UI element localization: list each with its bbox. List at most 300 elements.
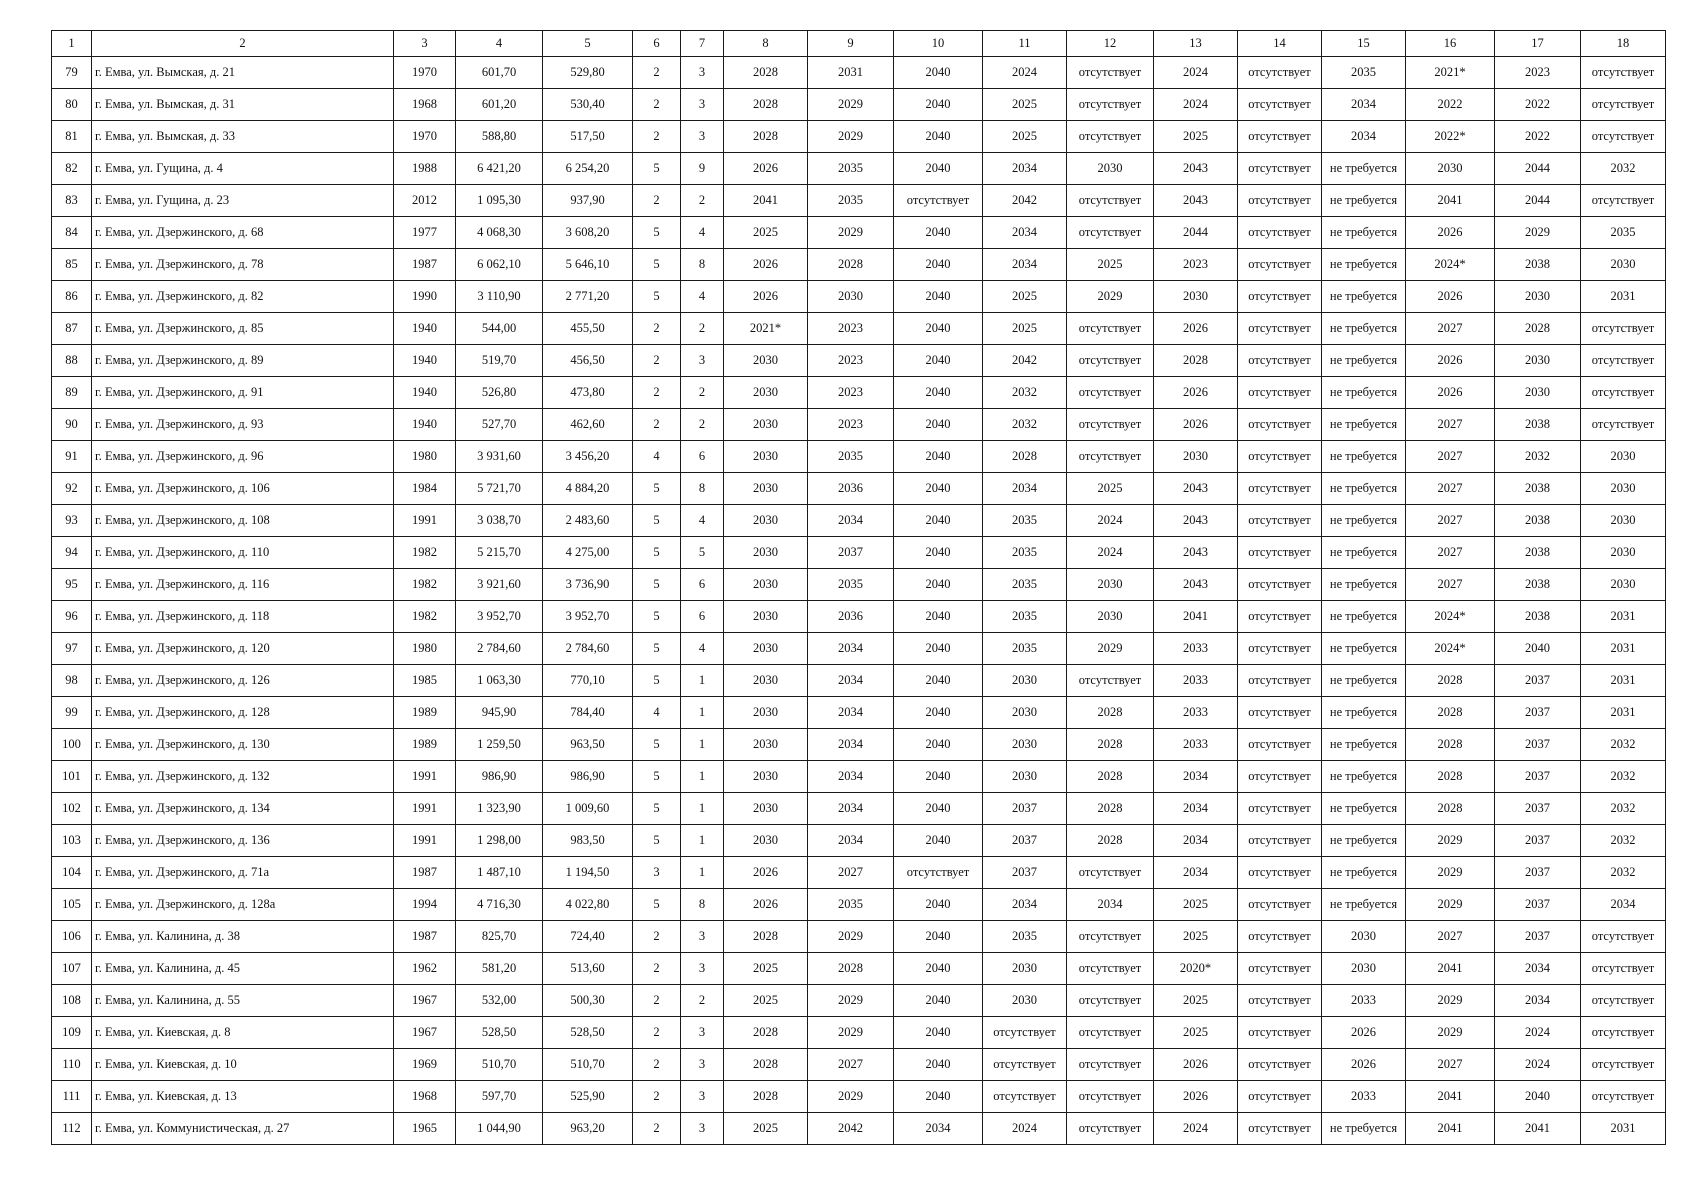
table-cell: 1987 [394,921,456,953]
address-cell: г. Емва, ул. Дзержинского, д. 116 [92,569,394,601]
table-cell: 2030 [1495,281,1581,313]
row-number-cell: 106 [52,921,92,953]
table-cell: 2 [681,185,724,217]
table-cell: 2024 [1154,57,1238,89]
table-cell: отсутствует [983,1049,1067,1081]
row-number-cell: 108 [52,985,92,1017]
table-cell: 2040 [894,153,983,185]
table-cell: 3 [681,89,724,121]
table-cell: отсутствует [1238,633,1322,665]
table-cell: отсутствует [1238,505,1322,537]
table-cell: отсутствует [1067,985,1154,1017]
table-cell: 2040 [1495,633,1581,665]
table-cell: 2024 [983,57,1067,89]
table-cell: 2027 [1406,537,1495,569]
row-number-cell: 91 [52,441,92,473]
table-cell: 528,50 [456,1017,543,1049]
table-cell: отсутствует [894,857,983,889]
table-cell: 1 [681,761,724,793]
table-cell: 2033 [1154,729,1238,761]
table-row [52,825,1666,857]
table-cell: 2028 [1406,761,1495,793]
table-cell: 2040 [894,313,983,345]
table-cell: 2034 [1581,889,1666,921]
address-cell: г. Емва, ул. Дзержинского, д. 126 [92,665,394,697]
table-cell: 2027 [1406,441,1495,473]
table-cell: 2028 [1406,665,1495,697]
table-cell: 2043 [1154,473,1238,505]
table-cell: 6 421,20 [456,153,543,185]
row-number-cell: 105 [52,889,92,921]
table-cell: 2028 [724,1017,808,1049]
table-cell: отсутствует [1238,473,1322,505]
address-cell: г. Емва, ул. Вымская, д. 33 [92,121,394,153]
table-cell: 1 259,50 [456,729,543,761]
table-cell: 2028 [1406,793,1495,825]
table-cell: 2029 [1495,217,1581,249]
table-cell: 4 716,30 [456,889,543,921]
table-cell: 5 [633,633,681,665]
table-cell: 2034 [1322,121,1406,153]
table-cell: 2027 [808,857,894,889]
table-cell: 2033 [1154,665,1238,697]
table-cell: 4 [681,505,724,537]
table-cell: 1969 [394,1049,456,1081]
table-cell: 2 [633,57,681,89]
row-number-cell: 81 [52,121,92,153]
address-cell: г. Емва, ул. Дзержинского, д. 106 [92,473,394,505]
table-cell: 2024* [1406,633,1495,665]
table-cell: 2040 [894,121,983,153]
table-cell: 2030 [1322,921,1406,953]
table-cell: 2037 [808,537,894,569]
address-cell: г. Емва, ул. Дзержинского, д. 91 [92,377,394,409]
table-cell: отсутствует [1067,441,1154,473]
table-cell: 2020* [1154,953,1238,985]
table-cell: 3 038,70 [456,505,543,537]
table-cell: 2 [633,185,681,217]
table-cell: 8 [681,249,724,281]
table-cell: 2040 [894,89,983,121]
table-cell: 2028 [724,121,808,153]
row-number-cell: 99 [52,697,92,729]
table-cell: 2035 [808,441,894,473]
table-row [52,281,1666,313]
table-cell: 473,80 [543,377,633,409]
table-cell: не требуется [1322,377,1406,409]
table-cell: 2034 [1067,889,1154,921]
table-cell: 513,60 [543,953,633,985]
table-cell: 3 931,60 [456,441,543,473]
table-cell: 2026 [1154,409,1238,441]
table-row [52,985,1666,1017]
table-cell: 2031 [1581,633,1666,665]
table-row [52,633,1666,665]
row-number-cell: 112 [52,1113,92,1145]
table-cell: 2025 [1154,1017,1238,1049]
table-cell: 2026 [724,857,808,889]
table-cell: не требуется [1322,441,1406,473]
table-cell: отсутствует [1238,409,1322,441]
table-cell: 3 [633,857,681,889]
table-cell: 2034 [808,761,894,793]
table-cell: 2034 [1154,793,1238,825]
table-cell: 2040 [894,441,983,473]
table-cell: 1 [681,729,724,761]
table-cell: 2037 [1495,697,1581,729]
table-row [52,601,1666,633]
table-cell: 2036 [808,473,894,505]
address-cell: г. Емва, ул. Дзержинского, д. 82 [92,281,394,313]
table-row [52,249,1666,281]
table-cell: 2028 [724,57,808,89]
housing-table [51,30,1666,1145]
table-cell: отсутствует [1067,665,1154,697]
row-number-cell: 95 [52,569,92,601]
table-cell: 2025 [1067,473,1154,505]
table-cell: 2 [633,1113,681,1145]
table-cell: 2033 [1322,1081,1406,1113]
row-number-cell: 82 [52,153,92,185]
table-cell: 5 646,10 [543,249,633,281]
address-cell: г. Емва, ул. Дзержинского, д. 128 [92,697,394,729]
table-row [52,889,1666,921]
table-cell: 2030 [983,953,1067,985]
table-cell: отсутствует [1238,249,1322,281]
table-cell: 784,40 [543,697,633,729]
table-cell: 2034 [808,505,894,537]
row-number-cell: 88 [52,345,92,377]
table-cell: 2030 [1581,441,1666,473]
column-number-cell: 7 [681,31,724,57]
table-cell: 2043 [1154,537,1238,569]
table-cell: 2 [633,953,681,985]
table-cell: 2034 [1322,89,1406,121]
column-number-cell: 4 [456,31,543,57]
table-cell: 2034 [808,665,894,697]
table-cell: 2038 [1495,569,1581,601]
table-cell: 1988 [394,153,456,185]
table-cell: 528,50 [543,1017,633,1049]
table-cell: 519,70 [456,345,543,377]
table-cell: 2044 [1495,185,1581,217]
table-cell: 2043 [1154,185,1238,217]
table-cell: 2040 [894,697,983,729]
row-number-cell: 83 [52,185,92,217]
table-cell: 2028 [1067,697,1154,729]
table-cell: 3 110,90 [456,281,543,313]
table-cell: 2043 [1154,569,1238,601]
table-cell: 2034 [808,633,894,665]
table-cell: 1980 [394,633,456,665]
table-cell: 1968 [394,1081,456,1113]
table-cell: 2035 [983,537,1067,569]
address-cell: г. Емва, ул. Вымская, д. 31 [92,89,394,121]
table-cell: отсутствует [1581,1017,1666,1049]
table-cell: 963,50 [543,729,633,761]
table-cell: 963,20 [543,1113,633,1145]
table-cell: 1994 [394,889,456,921]
table-cell: 2030 [724,537,808,569]
table-cell: 2040 [894,601,983,633]
table-cell: отсутствует [1067,57,1154,89]
table-cell: 2037 [983,857,1067,889]
table-cell: 1989 [394,729,456,761]
row-number-cell: 89 [52,377,92,409]
table-cell: 2040 [894,217,983,249]
table-cell: 945,90 [456,697,543,729]
table-cell: отсутствует [1581,921,1666,953]
table-cell: отсутствует [1067,409,1154,441]
table-cell: 2027 [1406,409,1495,441]
table-cell: не требуется [1322,889,1406,921]
address-cell: г. Емва, ул. Киевская, д. 8 [92,1017,394,1049]
table-cell: 2037 [1495,729,1581,761]
table-cell: 2037 [1495,761,1581,793]
address-cell: г. Емва, ул. Дзержинского, д. 71а [92,857,394,889]
table-cell: 2027 [808,1049,894,1081]
table-cell: 2030 [724,377,808,409]
table-cell: отсутствует [1238,953,1322,985]
table-cell: 2 [633,121,681,153]
row-number-cell: 103 [52,825,92,857]
table-cell: отсутствует [1581,313,1666,345]
table-cell: отсутствует [1581,985,1666,1017]
table-cell: 2023 [1495,57,1581,89]
table-cell: 2041 [1406,185,1495,217]
table-cell: 2041 [1154,601,1238,633]
table-cell: отсутствует [1238,89,1322,121]
table-cell: 2037 [1495,857,1581,889]
table-cell: 1984 [394,473,456,505]
table-cell: не требуется [1322,345,1406,377]
table-cell: 2031 [1581,601,1666,633]
table-cell: отсутствует [894,185,983,217]
table-cell: 2025 [1154,985,1238,1017]
table-cell: отсутствует [1067,345,1154,377]
table-cell: 2 784,60 [543,633,633,665]
table-cell: не требуется [1322,697,1406,729]
table-cell: отсутствует [1238,537,1322,569]
table-cell: 1987 [394,857,456,889]
table-cell: 2030 [1067,601,1154,633]
table-cell: 2031 [1581,697,1666,729]
table-row [52,1081,1666,1113]
table-cell: отсутствует [1238,281,1322,313]
table-cell: 2029 [1067,281,1154,313]
table-cell: 510,70 [543,1049,633,1081]
table-cell: 2030 [724,409,808,441]
table-cell: 2035 [983,505,1067,537]
table-cell: 2040 [894,889,983,921]
table-cell: отсутствует [1067,1017,1154,1049]
table-cell: 2022* [1406,121,1495,153]
table-cell: 2036 [808,601,894,633]
table-cell: 3 952,70 [456,601,543,633]
address-cell: г. Емва, ул. Дзержинского, д. 93 [92,409,394,441]
table-cell: отсутствует [983,1081,1067,1113]
table-cell: отсутствует [1581,953,1666,985]
table-cell: 5 [633,281,681,313]
table-cell: 2028 [724,921,808,953]
table-cell: 500,30 [543,985,633,1017]
table-cell: 2040 [894,633,983,665]
table-cell: 2042 [983,185,1067,217]
table-row [52,217,1666,249]
table-cell: 3 [681,345,724,377]
table-cell: 2029 [808,1017,894,1049]
table-cell: 2025 [1154,121,1238,153]
table-cell: отсутствует [1581,345,1666,377]
column-number-cell: 16 [1406,31,1495,57]
column-number-cell: 1 [52,31,92,57]
table-cell: 1940 [394,313,456,345]
table-cell: 2023 [808,313,894,345]
table-cell: отсутствует [1238,313,1322,345]
table-cell: 2038 [1495,537,1581,569]
table-cell: не требуется [1322,857,1406,889]
table-cell: 525,90 [543,1081,633,1113]
table-cell: 2022 [1495,121,1581,153]
table-cell: 2030 [724,633,808,665]
table-cell: 2030 [724,569,808,601]
table-cell: не требуется [1322,505,1406,537]
table-cell: 2034 [894,1113,983,1145]
table-cell: 2040 [894,1049,983,1081]
table-cell: 6 [681,601,724,633]
column-number-cell: 9 [808,31,894,57]
table-cell: 2030 [1495,345,1581,377]
table-cell: 2040 [894,281,983,313]
table-cell: 2031 [808,57,894,89]
table-cell: 2030 [1581,249,1666,281]
table-row [52,121,1666,153]
table-cell: 2040 [894,953,983,985]
table-cell: отсутствует [1581,185,1666,217]
table-cell: отсутствует [1238,153,1322,185]
table-row [52,89,1666,121]
table-cell: 2024 [1495,1049,1581,1081]
table-cell: 2023 [1154,249,1238,281]
address-cell: г. Емва, ул. Дзержинского, д. 108 [92,505,394,537]
table-cell: отсутствует [1238,921,1322,953]
table-cell: не требуется [1322,633,1406,665]
table-cell: 532,00 [456,985,543,1017]
table-cell: 8 [681,889,724,921]
table-cell: 2028 [808,953,894,985]
table-cell: 2034 [1495,953,1581,985]
table-cell: отсутствует [1581,121,1666,153]
table-cell: 3 952,70 [543,601,633,633]
table-cell: 2035 [983,569,1067,601]
table-row [52,569,1666,601]
table-cell: 2037 [1495,665,1581,697]
address-cell: г. Емва, ул. Дзержинского, д. 85 [92,313,394,345]
table-cell: 4 884,20 [543,473,633,505]
table-cell: 2035 [983,921,1067,953]
table-cell: отсутствует [1238,377,1322,409]
address-cell: г. Емва, ул. Калинина, д. 55 [92,985,394,1017]
table-cell: отсутствует [1581,1049,1666,1081]
table-cell: 5 [633,793,681,825]
column-number-cell: 12 [1067,31,1154,57]
table-cell: 2028 [1067,825,1154,857]
row-number-cell: 96 [52,601,92,633]
table-cell: 544,00 [456,313,543,345]
table-row [52,313,1666,345]
table-cell: отсутствует [1238,1017,1322,1049]
address-cell: г. Емва, ул. Гущина, д. 4 [92,153,394,185]
address-cell: г. Емва, ул. Дзержинского, д. 134 [92,793,394,825]
table-row [52,345,1666,377]
table-cell: 2029 [1406,1017,1495,1049]
table-cell: 2025 [1154,889,1238,921]
address-cell: г. Емва, ул. Дзержинского, д. 89 [92,345,394,377]
table-cell: 1977 [394,217,456,249]
table-cell: 1968 [394,89,456,121]
table-cell: 2044 [1154,217,1238,249]
table-row [52,57,1666,89]
table-cell: 2030 [724,825,808,857]
table-cell: 2024* [1406,601,1495,633]
table-cell: не требуется [1322,665,1406,697]
table-cell: 517,50 [543,121,633,153]
table-cell: отсутствует [1238,1049,1322,1081]
table-cell: 3 [681,1049,724,1081]
table-cell: 2024 [983,1113,1067,1145]
table-cell: 1970 [394,121,456,153]
table-cell: 2029 [808,121,894,153]
table-cell: 2040 [894,473,983,505]
table-cell: 2033 [1322,985,1406,1017]
table-row [52,729,1666,761]
row-number-cell: 98 [52,665,92,697]
row-number-cell: 109 [52,1017,92,1049]
table-cell: отсутствует [1067,89,1154,121]
row-number-cell: 111 [52,1081,92,1113]
table-cell: отсутствует [1067,377,1154,409]
table-cell: 2034 [808,729,894,761]
table-cell: 2028 [1067,761,1154,793]
table-cell: 601,70 [456,57,543,89]
table-cell: 2029 [808,89,894,121]
table-cell: 3 [681,57,724,89]
table-cell: 2 [633,377,681,409]
table-cell: 2037 [983,825,1067,857]
table-row [52,377,1666,409]
address-cell: г. Емва, ул. Дзержинского, д. 136 [92,825,394,857]
table-cell: 2035 [808,569,894,601]
table-cell: 2028 [1067,729,1154,761]
table-cell: 2 [681,377,724,409]
table-cell: 2032 [1495,441,1581,473]
table-cell: 2025 [983,313,1067,345]
table-cell: 1989 [394,697,456,729]
table-cell: отсутствует [1238,217,1322,249]
table-cell: отсутствует [1238,345,1322,377]
table-cell: 1967 [394,985,456,1017]
column-number-cell: 2 [92,31,394,57]
table-cell: 2 [633,1081,681,1113]
table-cell: 2033 [1154,697,1238,729]
table-cell: 2027 [1406,473,1495,505]
table-cell: 2025 [983,89,1067,121]
table-cell: 4 [681,281,724,313]
table-cell: 2032 [983,409,1067,441]
table-cell: 3 [681,921,724,953]
table-cell: 2032 [1581,153,1666,185]
table-cell: 2037 [1495,793,1581,825]
